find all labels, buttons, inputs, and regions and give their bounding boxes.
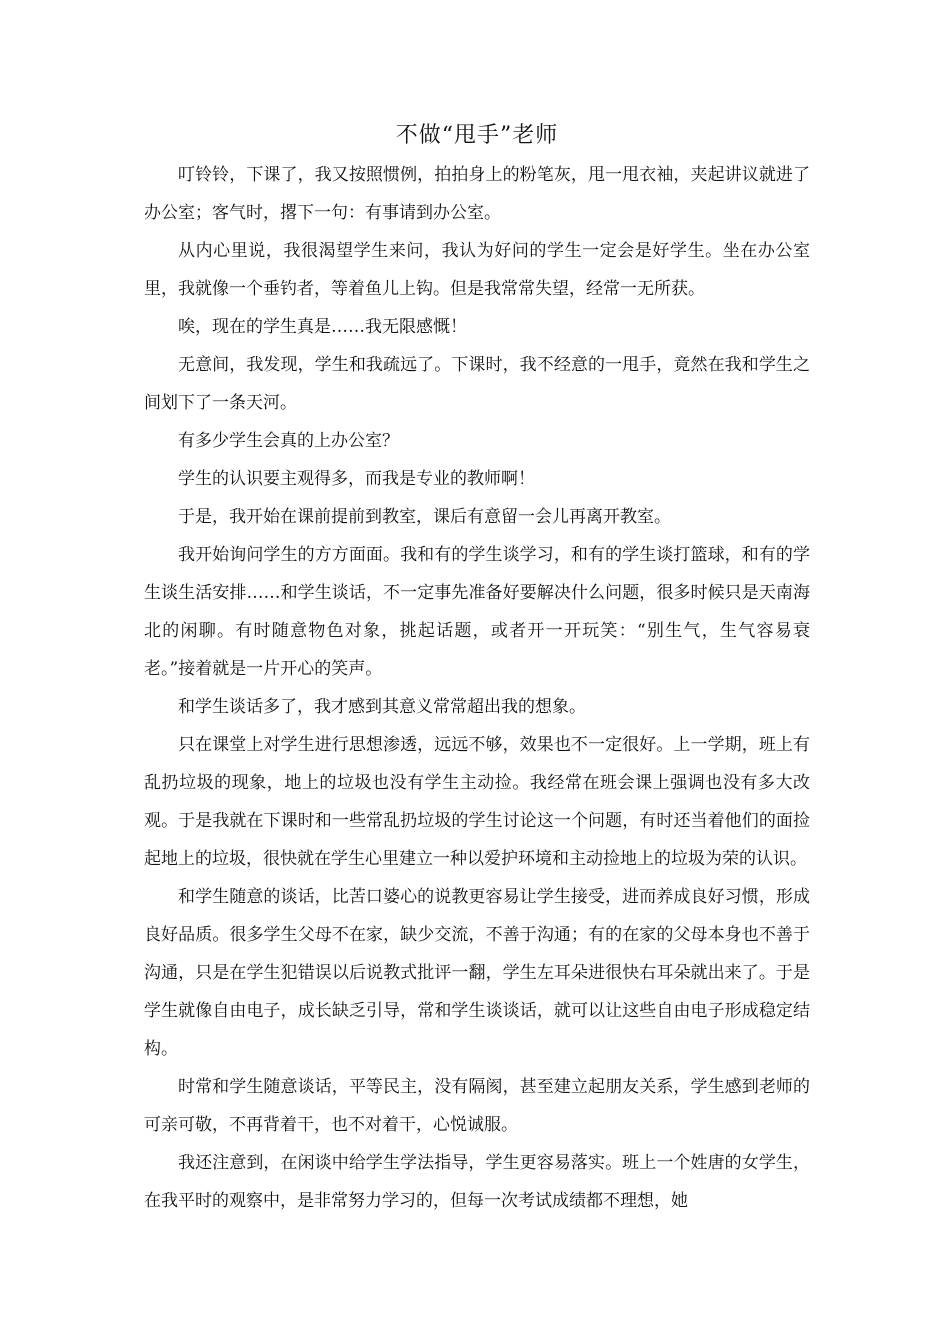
paragraph-7: 于是，我开始在课前提前到教室，课后有意留一会儿再离开教室。 xyxy=(178,507,671,527)
paragraph-5: 有多少学生会真的上办公室？ xyxy=(178,431,399,451)
paragraph-8: 我开始询问学生的方方面面。我和有的学生谈学习，和有的学生谈打篮球，和有的学生谈生活安排……和学生谈话，不一定事先准备好要解决什么问题，很多时候只是天南海北的闲聊。有时随意物色对象，挑起话题，或者开一开玩笑：“别生气，生气容易衰老。”接着就是一片开心的笑声。 xyxy=(144,545,810,679)
paragraph-9: 和学生谈话多了，我才感到其意义常常超出我的想象。 xyxy=(178,697,586,717)
paragraph-12: 时常和学生随意谈话，平等民主，没有隔阂，甚至建立起朋友关系，学生感到老师的可亲可敬，不再背着干，也不对着干，心悦诚服。 xyxy=(144,1077,810,1135)
paragraph-11: 和学生随意的谈话，比苦口婆心的说教更容易让学生接受，进而养成良好习惯，形成良好品质。很多学生父母不在家，缺少交流，不善于沟通；有的在家的父母本身也不善于沟通，只是在学生犯错误以后说教式批评一翻，学生左耳朵进很快右耳朵就出来了。于是学生就像自由电子，成长缺乏引导，常和学生谈谈话，就可以让这些自由电子形成稳定结构。 xyxy=(144,887,810,1059)
paragraph-13: 我还注意到，在闲谈中给学生学法指导，学生更容易落实。班上一个姓唐的女学生，在我平时的观察中，是非常努力学习的，但每一次考试成绩都不理想，她 xyxy=(144,1153,810,1211)
paragraph-2: 从内心里说，我很渴望学生来问，我认为好问的学生一定会是好学生。坐在办公室里，我就像一个垂钓者，等着鱼儿上钩。但是我常常失望，经常一无所获。 xyxy=(144,241,810,299)
article-title: 不做“甩手”老师 xyxy=(395,123,559,148)
paragraph-1: 叮铃铃，下课了，我又按照惯例，拍拍身上的粉笔灰，甩一甩衣袖，夹起讲议就进了办公室；客气时，撂下一句：有事请到办公室。 xyxy=(144,165,810,223)
paragraph-4: 无意间，我发现，学生和我疏远了。下课时，我不经意的一甩手，竟然在我和学生之间划下了一条天河。 xyxy=(144,355,810,413)
article-body xyxy=(144,116,810,1220)
paragraph-3: 唉，现在的学生真是……我无限感慨！ xyxy=(178,317,467,337)
paragraph-6: 学生的认识要主观得多，而我是专业的教师啊！ xyxy=(178,469,535,489)
paragraph-10: 只在课堂上对学生进行思想渗透，远远不够，效果也不一定很好。上一学期，班上有乱扔垃圾的现象，地上的垃圾也没有学生主动捡。我经常在班会课上强调也没有多大改观。于是我就在下课时和一些常乱扔垃圾的学生讨论这一个问题，有时还当着他们的面捡起地上的垃圾，很快就在学生心里建立一种以爱护环境和主动捡地上的垃圾为荣的认识。 xyxy=(144,735,810,869)
